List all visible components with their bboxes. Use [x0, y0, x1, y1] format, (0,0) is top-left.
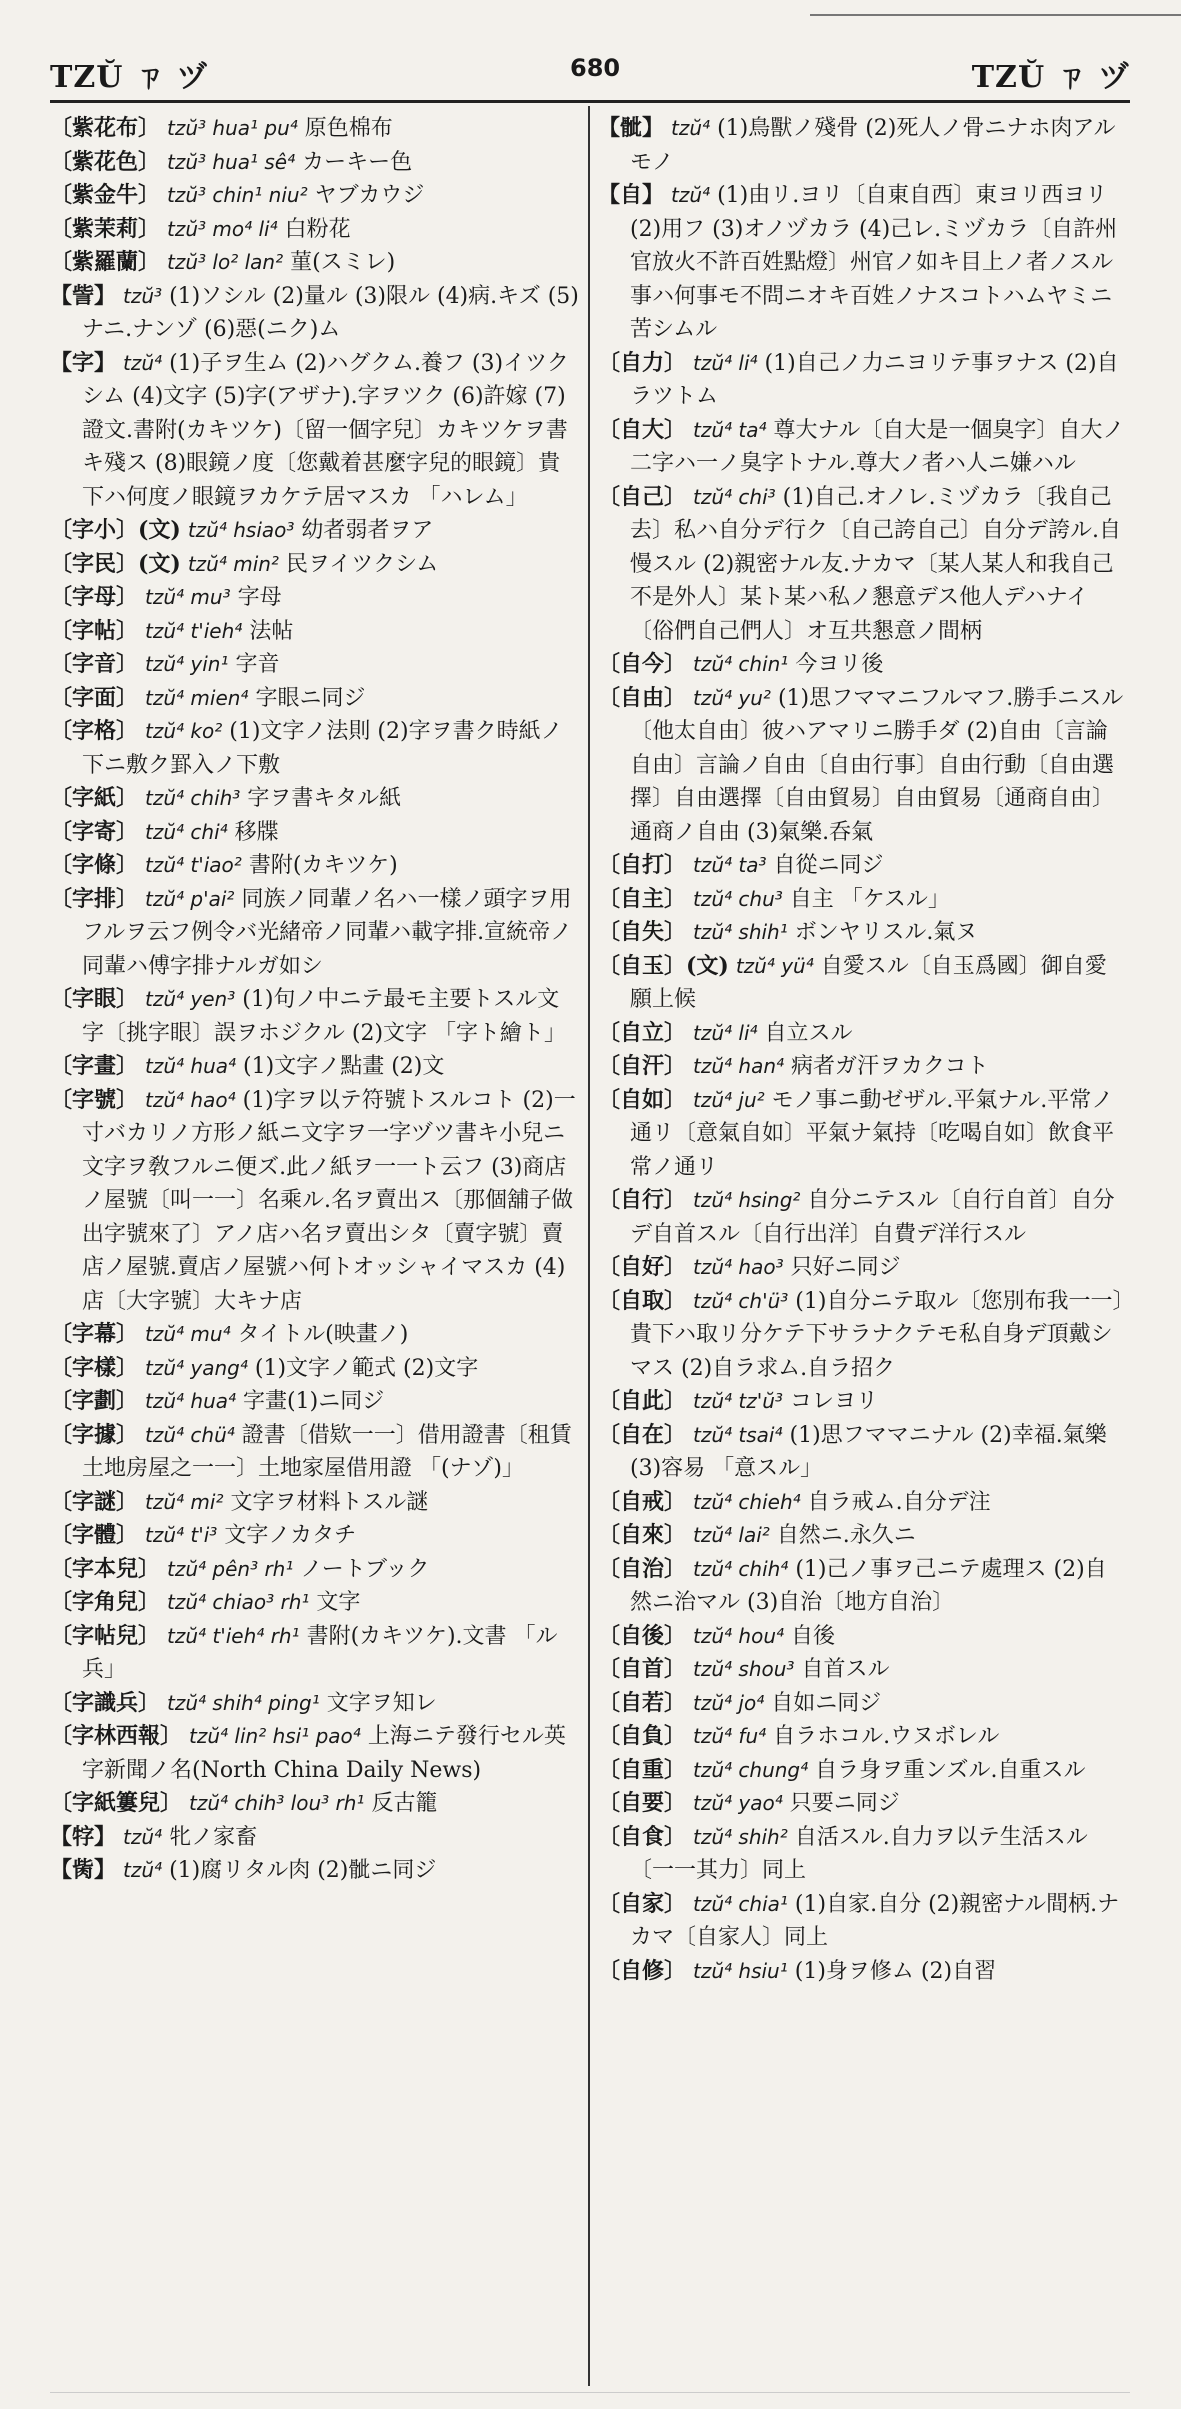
entry-romanization: tzŭ⁴ mu⁴ [145, 1322, 231, 1346]
entry-headword: 〔自戒〕 [598, 1488, 687, 1515]
entry-headword: 〔字林西報〕 [50, 1723, 183, 1749]
entry-definition: 文字ノカタチ [224, 1523, 357, 1548]
dictionary-entry [598, 1821, 1128, 1888]
dictionary-entry [50, 1787, 580, 1821]
entry-romanization: tzŭ⁴ shih⁴ ping¹ [167, 1690, 320, 1715]
entry-romanization: tzŭ⁴ chi³ [693, 484, 776, 509]
entry-headword: 〔字格〕 [50, 718, 139, 744]
entry-definition: 字ヲ書キタル紙 [247, 786, 402, 811]
dictionary-entry [598, 1419, 1128, 1486]
dictionary-entry [50, 246, 580, 280]
entry-headword: 〔自立〕 [598, 1019, 687, 1046]
dictionary-entry [598, 1017, 1128, 1051]
entry-definition: 書附(カキツケ).文書 「ル兵」 [82, 1623, 558, 1682]
entry-definition: (1)字ヲ以テ符號トスルコト (2)一寸バカリノ方形ノ紙ニ文字ヲ一字ヅツ書キ小兒ニ文字ヲ敎フルニ便ズ.此ノ紙ヲ一一ト云フ (3)商店ノ屋號〔叫一一〕名乘ル.名ヲ賣出ス〔那個舖子做出字號來了〕アノ店ハ名ヲ賣出シタ〔賣字號〕賣店ノ屋號.賣店ノ屋號ハ何トオッシャイマスカ (4)店〔大字號〕大キナ店 [82, 1087, 576, 1314]
entry-headword: 〔自來〕 [598, 1522, 687, 1548]
entry-definition: (1)由リ.ヨリ〔自東自西〕東ヨリ西ヨリ (2)用フ (3)オノヅカラ (4)己レ.ミヅカラ〔自許州官放火不許百姓點燈〕州官ノ如キ目上ノ者ノスル事ハ何事モ不問ニオキ百姓ノナスコトハムヤミニ苦シムル [630, 183, 1118, 342]
entry-romanization: tzŭ³ mo⁴ li⁴ [167, 216, 278, 241]
entry-headword: 〔字紙簍兒〕 [50, 1790, 183, 1816]
entry-romanization: tzŭ³ lo² lan² [167, 250, 284, 274]
page-header [50, 52, 1130, 98]
dictionary-entry [50, 280, 580, 347]
entry-romanization: tzŭ³ chin¹ niu² [167, 183, 308, 207]
entry-romanization: tzŭ⁴ yu² [693, 685, 771, 710]
entry-definition: 字畫(1)ニ同ジ [243, 1389, 385, 1414]
entry-definition: 菫(スミレ) [290, 250, 396, 275]
entry-definition: カーキー色 [302, 149, 413, 175]
entry-definition: 尊大ナル〔自大是一個臭字〕自大ノ二字ハ一ノ臭字トナル.尊大ノ者ハ人ニ嫌ハル [630, 417, 1125, 476]
entry-headword: 〔字條〕 [50, 852, 139, 878]
entry-romanization: tzŭ⁴ [123, 1824, 163, 1849]
dictionary-entry [50, 1084, 580, 1319]
dictionary-entry [598, 1486, 1128, 1520]
entry-romanization: tzŭ⁴ chieh⁴ [693, 1489, 801, 1514]
entry-romanization: tzŭ⁴ chiao³ rh¹ [167, 1590, 310, 1614]
entry-romanization: tzŭ⁴ chung⁴ [693, 1757, 809, 1782]
entry-romanization: tzŭ⁴ mu³ [145, 585, 231, 609]
dictionary-entry [598, 849, 1128, 883]
entry-romanization: tzŭ⁴ pên³ rh¹ [167, 1556, 294, 1581]
entry-headword: 〔字母〕 [50, 584, 139, 610]
entry-romanization: tzŭ⁴ [123, 1858, 163, 1882]
entry-headword: 〔自家〕 [598, 1890, 687, 1917]
dictionary-entry [50, 883, 580, 984]
dictionary-entry [598, 481, 1128, 649]
entry-headword: 【訾】 [50, 282, 117, 309]
entry-definition: 自從ニ同ジ [773, 853, 884, 878]
entry-definition: 病者ガ汗ヲカクコト [791, 1054, 989, 1079]
column-divider [588, 106, 590, 2386]
header-rule [50, 100, 1130, 103]
entry-definition: 字母 [237, 585, 282, 610]
entry-definition: (1)文字ノ點畫 (2)文 [243, 1054, 445, 1079]
dictionary-entry [50, 816, 580, 850]
entry-romanization: tzŭ⁴ chü⁴ [145, 1422, 235, 1447]
entry-romanization: tzŭ⁴ fu⁴ [693, 1724, 767, 1748]
dictionary-entry [50, 648, 580, 682]
entry-romanization: tzŭ⁴ li⁴ [693, 350, 758, 375]
dictionary-entry [50, 1519, 580, 1553]
entry-romanization: tzŭ⁴ yen³ [145, 987, 236, 1011]
entry-headword: 〔自力〕 [598, 349, 687, 376]
entry-romanization: tzŭ⁴ lin² hsi¹ pao⁴ [189, 1724, 361, 1748]
entry-definition: (1)自家.自分 (2)親密ナル間柄.ナカマ〔自家人〕同上 [630, 1891, 1120, 1950]
entry-romanization: tzŭ⁴ yin¹ [145, 652, 229, 676]
entry-definition: (1)子ヲ生ム (2)ハグクム.養フ (3)イツクシム (4)文字 (5)字(アザナ).字ヲツク (6)許嫁 (7)證文.書附(カキツケ)〔留一個字兒〕カキツケヲ書キ殘ス (8)眼鏡ノ度〔您戴着甚麼字兒的眼鏡〕貴下ハ何度ノ眼鏡ヲカケテ居マスカ 「ハレム」 [82, 350, 569, 510]
dictionary-entry [598, 414, 1128, 481]
entry-romanization: tzŭ⁴ [123, 350, 163, 375]
entry-definition: 移牒 [234, 819, 279, 845]
entry-headword: 〔字據〕 [50, 1421, 139, 1448]
entry-headword: 〔紫金牛〕 [50, 182, 161, 208]
entry-headword: 〔自治〕 [598, 1555, 687, 1582]
entry-headword: 〔自汗〕 [598, 1053, 687, 1079]
dictionary-entry [598, 883, 1128, 917]
entry-romanization: tzŭ⁴ ko² [145, 719, 223, 743]
dictionary-entry [50, 1821, 580, 1855]
entry-headword: 〔自後〕 [598, 1622, 687, 1649]
dictionary-entry [598, 1720, 1128, 1754]
entry-definition: ヤブカウジ [314, 183, 425, 208]
dictionary-entry [598, 1553, 1128, 1620]
entry-definition: (1)思フママニナル (2)幸福.氣樂 (3)容易 「意スル」 [630, 1422, 1107, 1481]
dictionary-entry [50, 514, 580, 548]
dictionary-entry [50, 581, 580, 615]
entry-definition: 牝ノ家畜 [169, 1824, 258, 1850]
entry-definition: (1)思フママニフルマフ.勝手ニスル〔他太自由〕彼ハアマリニ勝手ダ (2)自由〔言論自由〕言論ノ自由〔自由行事〕自由行動〔自由選擇〕自由選擇〔自由貿易〕自由貿易〔通商自由〕通商ノ自由 (3)氣樂.呑氣 [630, 685, 1124, 845]
entry-romanization: tzŭ⁴ chi⁴ [145, 819, 228, 844]
entry-romanization: tzŭ⁴ chu³ [693, 886, 783, 911]
entry-definition: 文字ヲ材料トスル謎 [230, 1489, 429, 1515]
dictionary-entry [598, 1285, 1128, 1386]
entry-romanization: tzŭ⁴ hou⁴ [693, 1623, 785, 1648]
entry-romanization: tzŭ³ [123, 283, 163, 308]
dictionary-entry [50, 615, 580, 649]
entry-headword: 〔自取〕 [598, 1287, 687, 1314]
entry-romanization: tzŭ⁴ yü⁴ [735, 953, 814, 978]
dictionary-entry [50, 1385, 580, 1419]
entry-definition: 字音 [235, 652, 280, 677]
dictionary-entry [50, 1720, 580, 1787]
dictionary-entry [598, 1955, 1128, 1989]
entry-headword: 〔自若〕 [598, 1689, 687, 1716]
entry-romanization: tzŭ⁴ p'ai² [145, 886, 235, 911]
entry-romanization: tzŭ⁴ li⁴ [693, 1020, 758, 1045]
entry-headword: 〔自打〕 [598, 852, 687, 878]
dictionary-entry [598, 648, 1128, 682]
entry-definition: (1)腐リタル肉 (2)骴ニ同ジ [169, 1858, 437, 1883]
entry-romanization: tzŭ⁴ shih² [693, 1824, 788, 1849]
dictionary-entry [50, 548, 580, 582]
dictionary-entry [50, 715, 580, 782]
entry-romanization: tzŭ⁴ [671, 116, 711, 140]
entry-definition: (1)己ノ事ヲ己ニテ處理ス (2)自然ニ治マル (3)自治〔地方自治〕 [630, 1556, 1107, 1615]
dictionary-entry [598, 1385, 1128, 1419]
entry-romanization: tzŭ³ hua¹ pu⁴ [167, 116, 298, 140]
entry-definition: 自ラホコル.ウヌボレル [773, 1724, 1000, 1749]
entry-headword: 〔自修〕 [598, 1957, 687, 1984]
entry-definition: (1)身ヲ修ム (2)自習 [794, 1958, 997, 1984]
entry-definition: (1)文字ノ法則 (2)字ヲ書ク時紙ノ下ニ敷ク罫入ノ下敷 [82, 719, 563, 778]
entry-headword: 〔字幕〕 [50, 1321, 139, 1347]
entry-headword: 〔字音〕 [50, 651, 139, 677]
header-right: TZŬ ㄗ ヅ [971, 60, 1130, 95]
entry-headword: 〔字體〕 [50, 1522, 139, 1548]
entry-headword: 〔紫茉莉〕 [50, 215, 161, 242]
entry-romanization: tzŭ⁴ mi² [145, 1489, 224, 1514]
entry-romanization: tzŭ⁴ yang⁴ [145, 1355, 248, 1380]
entry-headword: 〔自今〕 [598, 651, 687, 677]
entry-romanization: tzŭ⁴ hao³ [693, 1255, 784, 1279]
entry-definition: 今ヨリ後 [795, 652, 884, 677]
entry-romanization: tzŭ⁴ hsiu¹ [693, 1958, 788, 1983]
dictionary-entry [598, 1687, 1128, 1721]
entry-definition: コレヨリ [789, 1389, 878, 1414]
entry-definition: 自立スル [764, 1020, 853, 1046]
entry-definition: 自如ニ同ジ [771, 1690, 882, 1716]
entry-headword: 〔自負〕 [598, 1723, 687, 1749]
entry-headword: 〔自要〕 [598, 1790, 687, 1816]
dictionary-entry [50, 1553, 580, 1587]
entry-definition: タイトル(映畫ノ) [237, 1322, 409, 1347]
dictionary-entry [50, 983, 580, 1050]
entry-romanization: tzŭ⁴ min² [187, 551, 279, 576]
entry-headword: 【胔】 [50, 1857, 117, 1883]
entry-definition: 反古籠 [371, 1791, 438, 1816]
entry-definition: 自ラ戒ム.自分デ注 [807, 1489, 991, 1515]
dictionary-entry [50, 1620, 580, 1687]
dictionary-entry [50, 782, 580, 816]
dictionary-entry [50, 1486, 580, 1520]
entry-headword: 〔字畫〕 [50, 1053, 139, 1079]
entry-definition: 自ラ身ヲ重ンズル.自重スル [815, 1757, 1086, 1783]
dictionary-entry [598, 950, 1128, 1017]
entry-definition: 書附(カキツケ) [248, 853, 398, 878]
entry-definition: 自然ニ.永久ニ [776, 1523, 916, 1548]
entry-headword: 〔字面〕 [50, 684, 139, 711]
entry-romanization: tzŭ⁴ tsai⁴ [693, 1422, 783, 1447]
dictionary-entry [598, 1653, 1128, 1687]
entry-definition: (1)自分ニテ取ル〔您別布我一一〕貴下ハ取リ分ケテ下サラナクテモ私自身デ頂戴シマス (2)自ラ求ム.自ラ招ク [630, 1288, 1124, 1381]
entry-definition: 幼者弱者ヲア [301, 518, 434, 543]
entry-headword: 〔自如〕 [598, 1086, 687, 1113]
entry-headword: 〔字小〕(文) [50, 517, 181, 543]
entry-headword: 〔字號〕 [50, 1086, 139, 1113]
page-number: 680 [570, 54, 621, 82]
dictionary-entry [50, 1854, 580, 1888]
dictionary-entry [598, 1620, 1128, 1654]
dictionary-entry [598, 916, 1128, 950]
dictionary-entry [598, 112, 1128, 179]
entry-definition: ノートブック [300, 1556, 430, 1582]
entry-definition: (1)自己.オノレ.ミヅカラ〔我自己去〕私ハ自分デ行ク〔自己誇自己〕自分デ誇ル.自慢スル (2)親密ナル友.ナカマ〔某人某人和我自己不是外人〕某ト某ハ私ノ懇意デス他人デハナイ〔俗們自己們人〕オ互共懇意ノ間柄 [630, 484, 1121, 644]
entry-definition: 自活スル.自力ヲ以テ生活スル〔一一其力〕同上 [630, 1824, 1088, 1883]
entry-headword: 〔自主〕 [598, 885, 687, 912]
dictionary-entry [598, 1519, 1128, 1553]
dictionary-entry [598, 1787, 1128, 1821]
dictionary-entry [50, 1352, 580, 1386]
entry-headword: 〔自玉〕(文) [598, 952, 729, 979]
entry-romanization: tzŭ⁴ ta⁴ [693, 417, 767, 442]
header-left: TZŬ ㄗ ヅ [50, 60, 209, 95]
entry-headword: 〔自好〕 [598, 1254, 687, 1280]
dictionary-entry [50, 347, 580, 515]
entry-definition: モノ事ニ動ゼザル.平氣ナル.平常ノ通リ〔意氣自如〕平氣ナ氣持〔吃喝自如〕飲食平常ノ通リ [630, 1087, 1115, 1180]
dictionary-entry [598, 1888, 1128, 1955]
scan-edge-line [810, 14, 1181, 16]
entry-headword: 〔自大〕 [598, 416, 687, 443]
entry-romanization: tzŭ⁴ jo⁴ [693, 1690, 765, 1715]
entry-definition: (1)鳥獸ノ殘骨 (2)死人ノ骨ニナホ肉アルモノ [630, 116, 1116, 175]
entry-romanization: tzŭ⁴ hao⁴ [145, 1087, 236, 1112]
entry-romanization: tzŭ⁴ ta³ [693, 853, 767, 877]
entry-definition: 只好ニ同ジ [790, 1255, 901, 1280]
dictionary-entry [50, 682, 580, 716]
entry-headword: 〔紫花布〕 [50, 115, 161, 141]
entry-definition: 自主 「ケスル」 [789, 886, 950, 912]
entry-definition: 上海ニテ發行セル英字新聞ノ名(North China Daily News) [82, 1724, 566, 1783]
entry-definition: 民ヲイツクシム [285, 551, 439, 577]
bottom-edge [50, 2392, 1130, 2393]
entry-definition: 白粉花 [284, 216, 351, 242]
entry-definition: 法帖 [249, 618, 294, 644]
entry-headword: 〔字眼〕 [50, 986, 139, 1012]
entry-definition: 字眼ニ同ジ [255, 685, 366, 711]
entry-definition: (1)自己ノ力ニヨリテ事ヲナス (2)自ラツトム [630, 350, 1119, 409]
entry-definition: (1)句ノ中ニテ最モ主要トスル文字〔挑字眼〕誤ヲホジクル (2)文字 「字ト繪ト」 [82, 987, 567, 1046]
entry-headword: 〔字劃〕 [50, 1388, 139, 1414]
entry-romanization: tzŭ⁴ yao⁴ [693, 1791, 783, 1815]
entry-romanization: tzŭ⁴ han⁴ [693, 1054, 785, 1078]
entry-romanization: tzŭ⁴ ju² [693, 1087, 765, 1112]
entry-headword: 〔紫羅蘭〕 [50, 249, 161, 275]
entry-definition: 文字ヲ知レ [326, 1690, 437, 1716]
entry-definition: 證書〔借欵一一〕借用證書〔租賃土地房屋之一一〕土地家屋借用證 「(ナゾ)」 [82, 1422, 572, 1481]
entry-romanization: tzŭ⁴ t'iao² [145, 853, 242, 877]
left-column [50, 112, 580, 2382]
entry-headword: 〔自行〕 [598, 1187, 687, 1213]
dictionary-entry [50, 179, 580, 213]
entry-romanization: tzŭ⁴ shih¹ [693, 920, 788, 944]
dictionary-entry [598, 179, 1128, 347]
entry-headword: 〔字寄〕 [50, 818, 139, 845]
entry-headword: 〔自己〕 [598, 483, 687, 510]
dictionary-entry [50, 1586, 580, 1620]
dictionary-entry [598, 682, 1128, 850]
entry-romanization: tzŭ⁴ tz'ŭ³ [693, 1389, 783, 1413]
entry-headword: 〔字排〕 [50, 885, 139, 912]
entry-romanization: tzŭ⁴ hsiao³ [187, 518, 295, 542]
entry-definition: 只要ニ同ジ [789, 1791, 900, 1816]
entry-romanization: tzŭ⁴ t'ieh⁴ rh¹ [167, 1623, 300, 1648]
entry-definition: 文字 [316, 1590, 361, 1615]
entry-headword: 〔字本兒〕 [50, 1555, 161, 1582]
dictionary-entry [50, 1687, 580, 1721]
entry-headword: 〔自食〕 [598, 1823, 687, 1850]
entry-romanization: tzŭ⁴ shou³ [693, 1657, 795, 1681]
entry-headword: 〔字識兵〕 [50, 1689, 161, 1716]
entry-romanization: tzŭ⁴ t'ieh⁴ [145, 618, 243, 643]
entry-definition: 自首スル [801, 1657, 890, 1682]
right-column [598, 112, 1128, 2382]
dictionary-entry [50, 849, 580, 883]
entry-headword: 〔自失〕 [598, 919, 687, 945]
entry-romanization: tzŭ³ hua¹ sê⁴ [167, 149, 296, 174]
entry-definition: 同族ノ同輩ノ名ハ一樣ノ頭字ヲ用フルヲ云フ例令バ光緒帝ノ同輩ハ載字排.宣統帝ノ同輩ハ傅字排ナルガ如シ [82, 886, 573, 979]
entry-definition: ボンヤリスル.氣ヌ [794, 920, 978, 945]
entry-romanization: tzŭ⁴ chin¹ [693, 652, 789, 676]
dictionary-entry [50, 1050, 580, 1084]
dictionary-entry [50, 112, 580, 146]
dictionary-entry [598, 1251, 1128, 1285]
entry-definition: 自愛スル〔自玉爲國〕御自愛願上候 [630, 953, 1107, 1012]
entry-headword: 〔字紙〕 [50, 785, 139, 811]
entry-headword: 〔自在〕 [598, 1421, 687, 1448]
entry-headword: 〔紫花色〕 [50, 148, 161, 175]
entry-romanization: tzŭ⁴ mien⁴ [145, 685, 249, 710]
dictionary-entry [50, 1419, 580, 1486]
entry-romanization: tzŭ⁴ chia¹ [693, 1891, 788, 1916]
entry-definition: 自分ニテスル〔自行自首〕自分デ自首スル〔自行出洋〕自費デ洋行スル [630, 1188, 1115, 1247]
entry-romanization: tzŭ⁴ hsing² [693, 1188, 801, 1212]
entry-headword: 〔自由〕 [598, 684, 687, 711]
entry-definition: (1)文字ノ範式 (2)文字 [254, 1355, 479, 1381]
entry-headword: 〔字謎〕 [50, 1488, 139, 1515]
entry-romanization: tzŭ⁴ hua⁴ [145, 1054, 237, 1078]
entry-definition: 原色棉布 [304, 116, 393, 141]
entry-romanization: tzŭ⁴ hua⁴ [145, 1389, 237, 1413]
dictionary-entry [598, 1050, 1128, 1084]
entry-romanization: tzŭ⁴ ch'ü³ [693, 1288, 789, 1313]
dictionary-entry [598, 1754, 1128, 1788]
entry-romanization: tzŭ⁴ chih³ lou³ rh¹ [189, 1791, 365, 1815]
entry-headword: 【骴】 [598, 115, 665, 141]
entry-headword: 〔字帖兒〕 [50, 1622, 161, 1649]
entry-headword: 〔自首〕 [598, 1656, 687, 1682]
entry-romanization: tzŭ⁴ t'i³ [145, 1523, 218, 1547]
entry-romanization: tzŭ⁴ [671, 183, 711, 207]
entry-definition: 自後 [791, 1623, 836, 1649]
dictionary-entry [598, 1084, 1128, 1185]
dictionary-entry [598, 347, 1128, 414]
entry-headword: 〔字樣〕 [50, 1354, 139, 1381]
entry-headword: 【字】 [50, 349, 117, 376]
entry-romanization: tzŭ⁴ lai² [693, 1523, 770, 1547]
entry-headword: 【牸】 [50, 1823, 117, 1850]
entry-headword: 〔自此〕 [598, 1388, 687, 1414]
entry-headword: 【自】 [598, 182, 665, 208]
entry-headword: 〔字民〕(文) [50, 550, 181, 577]
entry-romanization: tzŭ⁴ chih³ [145, 786, 241, 810]
entry-definition: (1)ソシル (2)量ル (3)限ル (4)病.キズ (5)ナニ.ナンゾ (6)惡(ニク)ム [82, 283, 579, 342]
dictionary-entry [50, 1318, 580, 1352]
dictionary-entry [50, 213, 580, 247]
entry-headword: 〔自重〕 [598, 1756, 687, 1783]
dictionary-entry [50, 146, 580, 180]
entry-headword: 〔字角兒〕 [50, 1589, 161, 1615]
entry-headword: 〔字帖〕 [50, 617, 139, 644]
entry-romanization: tzŭ⁴ chih⁴ [693, 1556, 789, 1581]
dictionary-entry [598, 1184, 1128, 1251]
